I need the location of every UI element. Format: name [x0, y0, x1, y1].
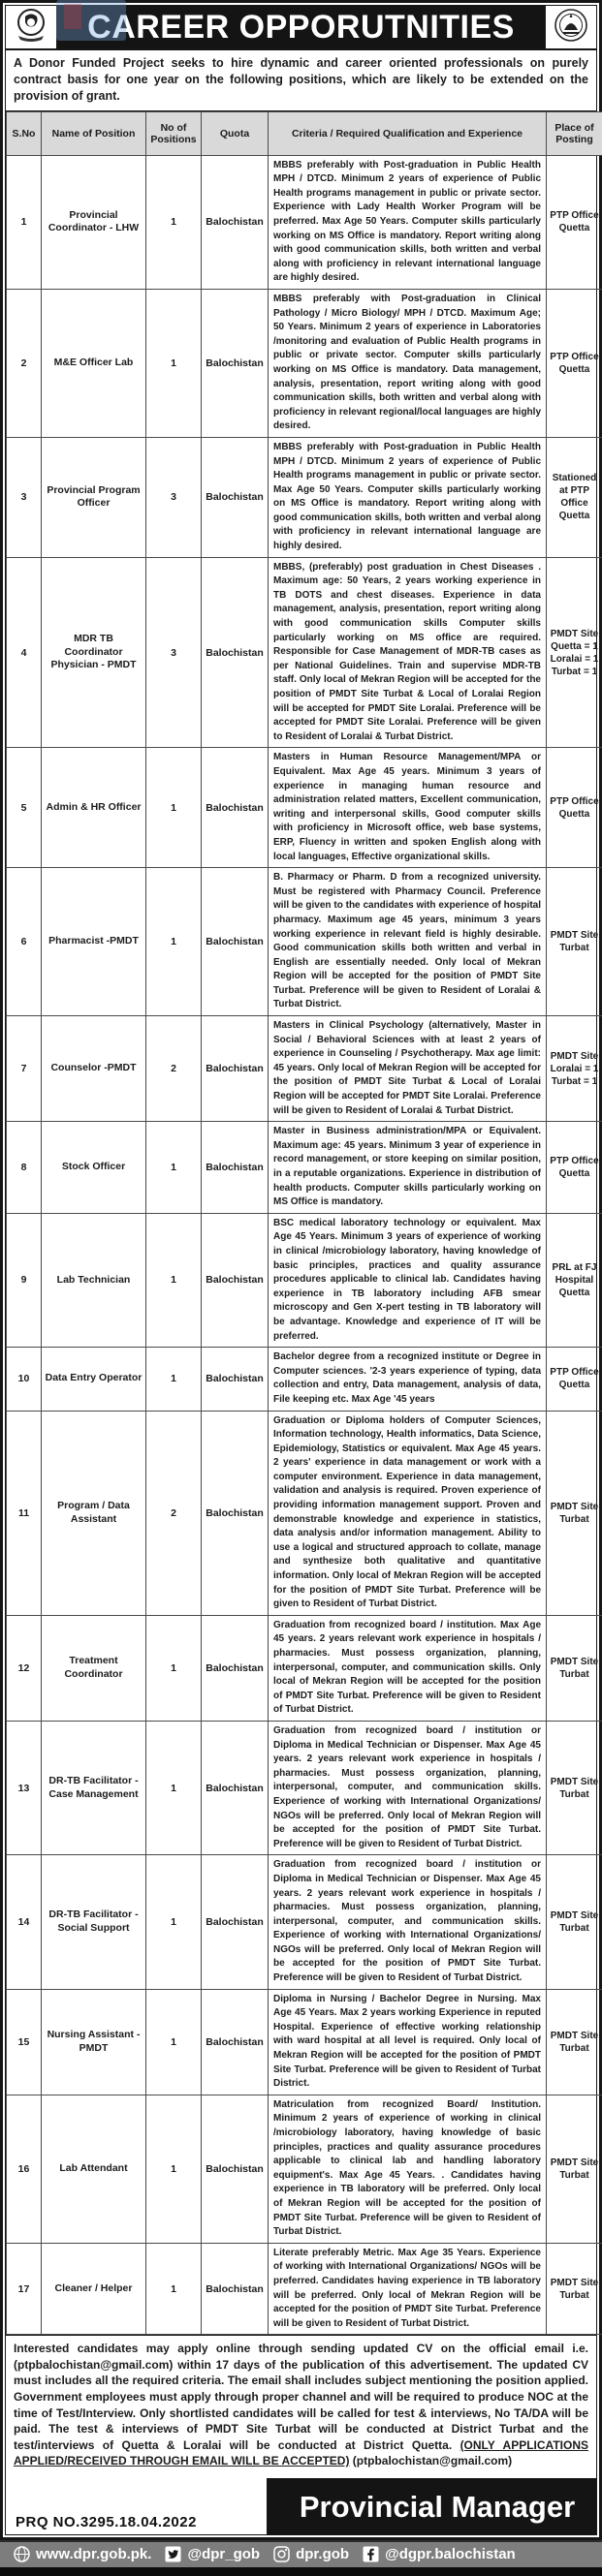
table-row: [7, 2095, 602, 2243]
social-bar: [0, 2540, 602, 2567]
cell-position: DR-TB Facilitator - Social Support: [42, 1855, 146, 1989]
ad-inner: [5, 5, 597, 2535]
cell-place: PMDT Site Turbat: [547, 2095, 602, 2243]
instructions-text: Interested candidates may apply online through sending updated CV on the official email i.e. (ptpbalochistan@gmail.com) within 17 days of the publication of this advertisement. The updated CV must includes all the required criteria. The email shall includes subject mentioning the position applied. Government employees must apply through proper channel and will be required to produce NOC at the time of Test/Interview. Only shortlisted candidates will be called for test & interviews, No TA/DA will be paid. The test & interviews of PMDT Site Turbat will be conducted at District Turbat and the test/interviews of Quetta & Loralai will be conducted at District Quetta.: [14, 2342, 588, 2451]
cell-no-of-positions: 3: [146, 437, 202, 557]
cell-position: Cleaner / Helper: [42, 2243, 146, 2335]
cell-criteria: Graduation from recognized board / institution or Diploma in Medical Technician or Dispenser. Max Age 45 years. 2 years relevant work experience in hospitals / pharmacies. Must possess organization, planning, interpersonal, computer, and communication skills. Experience of working with International Organizations/ NGOs will be preferred. Only local of Mekran Region will be accepted for the position of PMDT Site Turbat. Preference will be given to Resident of Turbat District.: [269, 1721, 547, 1854]
cell-place: PTP Office Quetta: [547, 155, 602, 289]
cell-position: Counselor -PMDT: [42, 1016, 146, 1122]
cell-quota: Balochistan: [202, 155, 269, 289]
cell-quota: Balochistan: [202, 437, 269, 557]
cell-quota: Balochistan: [202, 868, 269, 1016]
cell-quota: Balochistan: [202, 1348, 269, 1411]
cell-place: PMDT Site Turbat: [547, 868, 602, 1016]
website-link: [14, 2546, 151, 2562]
cell-sno: 15: [7, 1989, 42, 2095]
seal-icon: [552, 6, 590, 49]
instagram-handle: [273, 2546, 349, 2562]
ptp-crest-logo: [6, 6, 58, 48]
cell-quota: Balochistan: [202, 1855, 269, 1989]
cell-sno: 3: [7, 437, 42, 557]
table-row: [7, 1855, 602, 1989]
cell-no-of-positions: 1: [146, 1615, 202, 1721]
table-row: [7, 557, 602, 748]
cell-no-of-positions: 1: [146, 2095, 202, 2243]
twitter-handle: [165, 2546, 260, 2562]
ad-header: [6, 6, 596, 50]
cell-criteria: BSC medical laboratory technology or equivalent. Max Age 45 Years. Minimum 3 years of experience of working in clinical /microbiology laboratory, having knowledge of basic principles, practices and quality assurance procedures applicable to clinical lab. Candidates having experience in TB laboratory including AFB smear microscopy and Gen X-pert testing in TB laboratory will be advantage. Knowledge and experience of IT will be preferred.: [269, 1213, 547, 1347]
col-header-place: Place of Posting: [547, 111, 602, 155]
cell-quota: Balochistan: [202, 1016, 269, 1122]
cell-no-of-positions: 3: [146, 557, 202, 748]
cell-no-of-positions: 1: [146, 2243, 202, 2335]
table-row: [7, 289, 602, 437]
cell-sno: 17: [7, 2243, 42, 2335]
cell-sno: 7: [7, 1016, 42, 1122]
cell-quota: Balochistan: [202, 1122, 269, 1214]
cell-sno: 1: [7, 155, 42, 289]
cell-sno: 9: [7, 1213, 42, 1347]
cell-criteria: Diploma in Nursing / Bachelor Degree in Nursing. Max Age 45 Years. Max 2 years working Experience in reputed Hospital. Experience of effective working relationship with ward hospital at all level is required. Only local of Mekran Region will be accepted for the position of PMDT Site Turbat. Preference will be given to Resident of Turbat District.: [269, 1989, 547, 2095]
cell-no-of-positions: 1: [146, 289, 202, 437]
cell-position: Pharmacist -PMDT: [42, 868, 146, 1016]
instagram-text: dpr.gob: [296, 2546, 349, 2562]
cell-sno: 14: [7, 1855, 42, 1989]
cell-position: Stock Officer: [42, 1122, 146, 1214]
twitter-icon: [165, 2546, 181, 2562]
cell-place: PTP Office Quetta: [547, 1122, 602, 1214]
cell-criteria: Masters in Human Resource Management/MPA or Equivalent. Max Age 45 years. Minimum 3 years of experience in managing human resource and administration related matters, Excellent communication, writing and interpersonal skills, Good computer skills with proficiency in Microsoft office, web base systems, ERP, Fluency in written and spoken English along with local languages, Effective organizational skills.: [269, 748, 547, 868]
cell-sno: 2: [7, 289, 42, 437]
cell-sno: 6: [7, 868, 42, 1016]
facebook-text: @dgpr.balochistan: [385, 2546, 516, 2562]
instructions-email: (ptpbalochistan@gmail.com): [349, 2454, 512, 2467]
cell-position: M&E Officer Lab: [42, 289, 146, 437]
table-row: [7, 1348, 602, 1411]
cell-criteria: Graduation from recognized board / institution. Max Age 45 years. 2 years relevant work experience in hospitals / pharmacies. Must possess organization, planning, interpersonal, computer, and communication skills. Only local of Mekran Region will be accepted for the position of PMDT Site Turbat. Preference will be given to Resident of Turbat District.: [269, 1615, 547, 1721]
website-text: www.dpr.gob.pk.: [36, 2546, 151, 2562]
cell-position: Lab Attendant: [42, 2095, 146, 2243]
cell-sno: 16: [7, 2095, 42, 2243]
cell-criteria: MBBS preferably with Post-graduation in Clinical Pathology / Micro Biology/ MPH / DTCD. Maximum Age; 50 Years. Minimum 2 years of experience in Laboratories /monitoring and evaluation of Public Health programs in public or private sector. Computer skills particularly working on MS Office is mandatory. Data management, analysis, presentation, report writing along with good communication skills, both written and verbal along with proficiency in relevant regional/local languages are highly desired.: [269, 289, 547, 437]
cell-place: PMDT Site Quetta = 1 Loralai = 1 Turbat = 1: [547, 557, 602, 748]
signature-block: Provincial Manager: [267, 2478, 596, 2534]
cell-place: PMDT Site Turbat: [547, 1615, 602, 1721]
cell-position: Nursing Assistant - PMDT: [42, 1989, 146, 2095]
cell-criteria: Bachelor degree from a recognized institute or Degree in Computer sciences. '2-3 years experience of typing, data collection and entry, Data management, analysis of data, File keeping etc. Max Age '45 years: [269, 1348, 547, 1411]
table-row: [7, 1411, 602, 1615]
table-header-row: [7, 111, 602, 155]
cell-no-of-positions: 1: [146, 155, 202, 289]
cell-quota: Balochistan: [202, 748, 269, 868]
cell-no-of-positions: 1: [146, 1855, 202, 1989]
page-title: CAREER OPPORUTNITIES: [87, 9, 515, 47]
table-row: [7, 1213, 602, 1347]
col-header-sno: S.No: [7, 111, 42, 155]
cell-position: DR-TB Facilitator - Case Management: [42, 1721, 146, 1854]
cell-position: Treatment Coordinator: [42, 1615, 146, 1721]
cell-no-of-positions: 1: [146, 748, 202, 868]
cell-place: PMDT Site Turbat: [547, 1411, 602, 1615]
cell-sno: 11: [7, 1411, 42, 1615]
cell-position: MDR TB Coordinator Physician - PMDT: [42, 557, 146, 748]
cell-criteria: Matriculation from recognized Board/ Institution. Minimum 2 years of experience of working in clinical /microbiology laboratory, having knowledge of basic principles, practices and quality assurance procedures applicable to clinical lab and handling laboratory equipment's. Max Age 45 Years. . Candidates having experience in TB laboratory will be preferred. Only local of Mekran Region will be accepted for the position of PMDT Site Turbat. Preference will be given to Resident of Turbat District.: [269, 2095, 547, 2243]
cell-place: PMDT Site Loralai = 1 Turbat = 1: [547, 1016, 602, 1122]
crest-icon: [11, 5, 51, 50]
cell-quota: Balochistan: [202, 1721, 269, 1854]
cell-criteria: B. Pharmacy or Pharm. D from a recognized university. Must be registered with Pharmacy Council. Preference will be given to the candidates with experience of hospital pharmacy. Maximum age 45 years, minimum 3 years working experience in relevant field is highly desirable. Good communication skills both written and verbal in English are essentially needed. Only local of Mekran Region will be accepted for the position of PMDT Site Turbat. Preference will be given to Resident of Loralai & Turbat District.: [269, 868, 547, 1016]
cell-criteria: MBBS, (preferably) post graduation in Chest Diseases . Maximum age: 50 Years, 2 years working experience in TB DOTS and chest diseases. Experience in data management, analysis, presentation, report writing along with good communication skills Computer skills particularly working on MS office are required. Responsible for Case Management of MDR-TB cases as per National Guidelines. Train and supervise MDR-TB staff. Only local of Mekran Region will be accepted for the position of PMDT Site Turbat & Local of Loralai Region will be accepted for PMDT Site Loralai. Preference will be accepted for PMDT Site Loralai. Preference will be given to Resident of Loralai & Turbat District.: [269, 557, 547, 748]
table-row: [7, 1615, 602, 1721]
cell-criteria: MBBS preferably with Post-graduation in Public Health MPH / DTCD. Minimum 2 years of experience of Public Health programs management in public or private sector. Max Age 50 Years. Computer skills particularly working on MS Office is mandatory. Report writing along with good communication skills, both written and verbal along with proficiency in relevant international language are highly desired.: [269, 437, 547, 557]
cell-criteria: MBBS preferably with Post-graduation in Public Health MPH / DTCD. Minimum 2 years of experience of Public Health programs management in public or private sector. Experience with Lady Health Worker Program will be preferred. Max Age 50 Years. Computer skills particularly working on MS Office is mandatory. Report writing along with good communication skills, both written and verbal along with proficiency in relevant international language are highly desired.: [269, 155, 547, 289]
cell-position: Lab Technician: [42, 1213, 146, 1347]
col-header-no-of-positions: No of Positions: [146, 111, 202, 155]
cell-position: Program / Data Assistant: [42, 1411, 146, 1615]
cell-quota: Balochistan: [202, 1213, 269, 1347]
cell-position: Data Entry Operator: [42, 1348, 146, 1411]
table-row: [7, 2243, 602, 2335]
cell-sno: 12: [7, 1615, 42, 1721]
cell-quota: Balochistan: [202, 2095, 269, 2243]
application-instructions: [6, 2335, 596, 2473]
col-header-position: Name of Position: [42, 111, 146, 155]
cell-no-of-positions: 1: [146, 1348, 202, 1411]
prq-number: PRQ NO.3295.18.04.2022: [6, 2514, 197, 2534]
cell-sno: 5: [7, 748, 42, 868]
cell-sno: 8: [7, 1122, 42, 1214]
footer-row: [6, 2474, 596, 2534]
title-band: [58, 6, 544, 48]
cell-sno: 10: [7, 1348, 42, 1411]
table-row: [7, 748, 602, 868]
cell-criteria: Graduation or Diploma holders of Computer Sciences, Information technology, Health informatics, Data Science, Epidemiology, Statistics or equivalent. Max Age 45 years. 2 years' experience in data management or work with a computer environment. Experience in data management, validation and analysis is required. Proven experience of providing information management support. Proven and demonstrable knowledge and experience in statistics, data analysis and/or information management. Ability to use a logical and structured approach to collate, manage and synthesize both qualitative and quantitative information. Only local of Mekran Region will be accepted for the position of PMDT Site Turbat. Preference will be given to Resident of Turbat District.: [269, 1411, 547, 1615]
cell-quota: Balochistan: [202, 289, 269, 437]
cell-quota: Balochistan: [202, 2243, 269, 2335]
cell-position: Admin & HR Officer: [42, 748, 146, 868]
cell-no-of-positions: 2: [146, 1411, 202, 1615]
col-header-quota: Quota: [202, 111, 269, 155]
cell-criteria: Master in Business administration/MPA or Equivalent. Maximum age: 45 years. Minimum 3 year of experience in record management, or store keeping on similar position, in a reputable organizations. Experience in distribution of health products. Computer skills particularly working on MS Office is mandatory.: [269, 1122, 547, 1214]
instagram-icon: [273, 2546, 290, 2562]
cell-no-of-positions: 1: [146, 1989, 202, 2095]
instructions-underlined-text: (ONLY APPLICATIONS APPLIED/RECEIVED THROUGH EMAIL WILL BE ACCEPTED): [14, 2438, 588, 2468]
positions-table-body: [7, 155, 602, 2335]
cell-sno: 4: [7, 557, 42, 748]
cell-quota: Balochistan: [202, 1615, 269, 1721]
cell-place: PMDT Site Turbat: [547, 1721, 602, 1854]
facebook-handle: [363, 2546, 516, 2562]
cell-place: PTP Office Quetta: [547, 748, 602, 868]
table-header: [7, 111, 602, 155]
cell-criteria: Literate preferably Metric. Max Age 35 Years. Experience of working with International Organizations/ NGOs will be preferred. Candidates having experience in TB laboratory will be preferred. Only local of Mekran Region will be accepted for the position of PMDT Site Turbat. Preference will be given to Resident of Turbat District.: [269, 2243, 547, 2335]
cell-no-of-positions: 1: [146, 1721, 202, 1854]
globe-icon: [14, 2546, 30, 2562]
cell-place: Stationed at PTP Office Quetta: [547, 437, 602, 557]
cell-place: PMDT Site Turbat: [547, 1855, 602, 1989]
cell-no-of-positions: 2: [146, 1016, 202, 1122]
cell-no-of-positions: 1: [146, 1122, 202, 1214]
table-row: [7, 1016, 602, 1122]
bottom-strip: [0, 2567, 602, 2576]
cell-criteria: Graduation from recognized board / institution or Diploma in Medical Technician or Dispenser. Max Age 45 years. 2 years relevant work experience in hospitals / pharmacies. Must possess organization, planning, interpersonal, computer, and communication skills. Experience of working with International Organizations/ NGOs will be preferred. Only local of Mekran Region will be accepted for the position of PMDT Site Turbat. Preference will be given to Resident of Turbat District.: [269, 1855, 547, 1989]
cell-place: PMDT Site Turbat: [547, 1989, 602, 2095]
cell-no-of-positions: 1: [146, 1213, 202, 1347]
cell-quota: Balochistan: [202, 557, 269, 748]
government-seal-logo: [544, 6, 596, 48]
facebook-icon: [363, 2546, 379, 2562]
table-row: [7, 1989, 602, 2095]
cell-sno: 13: [7, 1721, 42, 1854]
cell-position: Provincial Coordinator - LHW: [42, 155, 146, 289]
cell-place: PRL at FJ Hospital Quetta: [547, 1213, 602, 1347]
cell-place: PMDT Site Turbat: [547, 2243, 602, 2335]
twitter-text: @dpr_gob: [187, 2546, 260, 2562]
positions-table: [6, 111, 602, 2336]
cell-quota: Balochistan: [202, 1411, 269, 1615]
cell-quota: Balochistan: [202, 1989, 269, 2095]
cell-criteria: Masters in Clinical Psychology (alternatively, Master in Social / Behavioral Sciences with at least 2 years of experience in Counseling / Psychotherapy. Max age limit: 45 years. Only local of Mekran Region will be accepted for the position of PMDT Site Turbat & Local of Loralai Region will be accepted for PMDT Site Loralai. Preference will be given to Resident of Loralai & Turbat District.: [269, 1016, 547, 1122]
cell-place: PTP Office Quetta: [547, 289, 602, 437]
table-row: [7, 868, 602, 1016]
table-row: [7, 1122, 602, 1214]
cell-no-of-positions: 1: [146, 868, 202, 1016]
cell-position: Provincial Program Officer: [42, 437, 146, 557]
table-row: [7, 155, 602, 289]
cell-place: PTP Office Quetta: [547, 1348, 602, 1411]
col-header-criteria: Criteria / Required Qualification and Experience: [269, 111, 547, 155]
table-row: [7, 437, 602, 557]
table-row: [7, 1721, 602, 1854]
intro-paragraph: A Donor Funded Project seeks to hire dynamic and career oriented professionals on purely contract basis for one year on the following positions, which are likely to be extended on the provision of grant.: [6, 50, 596, 111]
